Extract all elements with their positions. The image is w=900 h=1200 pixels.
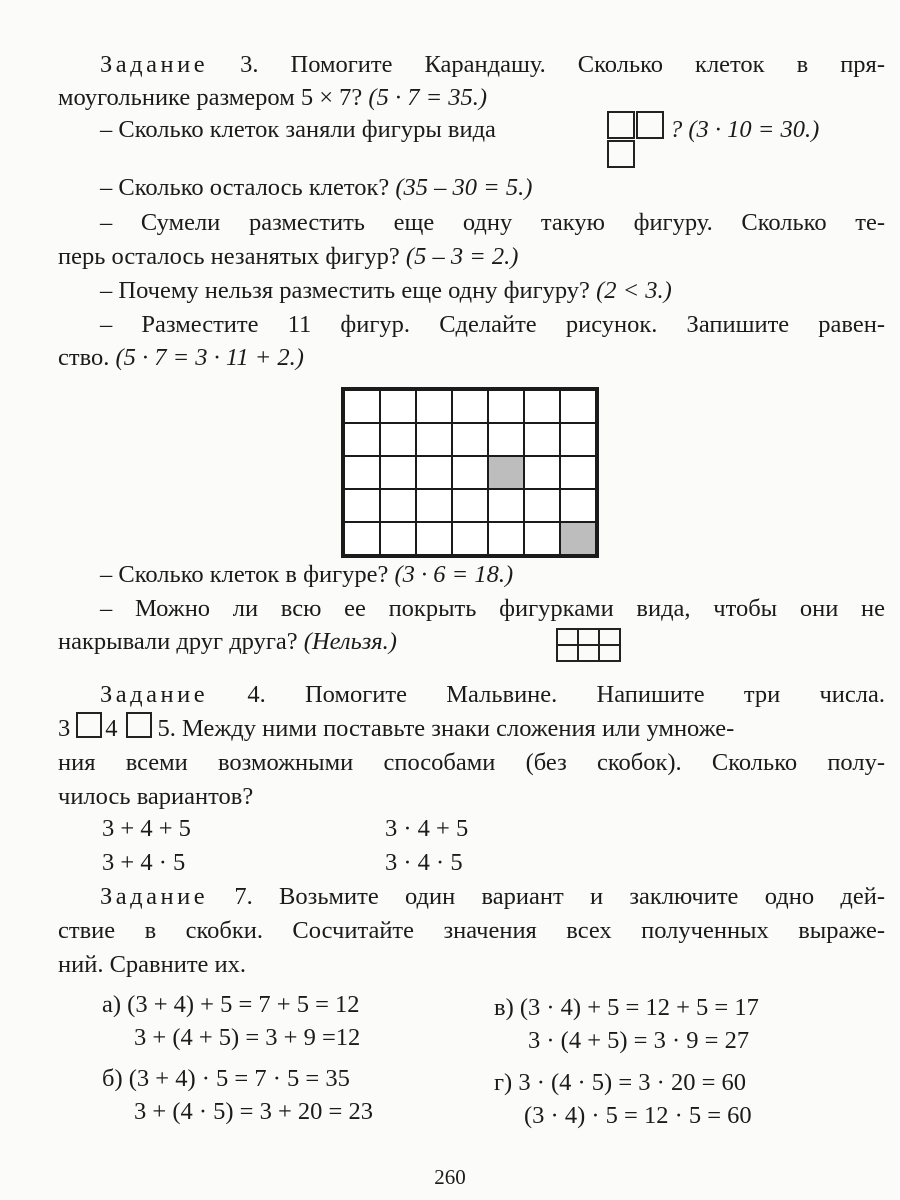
answer: ? (3 · 10 = 30.) [670,116,820,143]
solution-v-1: в) (3 · 4) + 5 = 12 + 5 = 17 [494,994,759,1021]
grid-cell [380,489,416,522]
task3-text: – Сколько клеток заняли фигуры вида [100,116,496,143]
grid-cell [344,456,380,489]
grid-cell [452,456,488,489]
solution-g-1: г) 3 · (4 · 5) = 3 · 20 = 60 [494,1069,747,1096]
task3-line-8 [100,308,885,342]
answer: (5 – 3 = 2.) [399,243,519,270]
grid-cell [524,489,560,522]
task3-line-7 [100,274,885,308]
task4-text: 5. Между ними поставьте знаки сложения или умноже- [157,715,735,742]
task7-text: ствие в скобки. Сосчитайте значения всех полученных выраже- [58,917,885,944]
task4-text: 4. Помогите Мальвине. Напишите три числа. [208,681,885,708]
task3-text: 3. Помогите Карандашу. Сколько клеток в пря- [208,51,885,78]
solution-b-2: 3 + (4 · 5) = 3 + 20 = 23 [134,1098,373,1125]
task3-line-6 [58,240,885,274]
task3-heading: Задание [100,51,209,78]
task3-text: – Сколько клеток в фигуре? [100,561,389,588]
task3-text: перь осталось незанятых фигур? [58,243,400,270]
grid-cell [380,390,416,423]
grid-cell [488,522,524,555]
solution-a-1: а) (3 + 4) + 5 = 7 + 5 = 12 [102,991,360,1018]
task7-line-1 [100,880,885,914]
task3-line-12 [58,625,397,659]
blank-box-icon [126,712,152,738]
task4-text: чилось вариантов? [58,783,254,810]
grid-cell [380,522,416,555]
solution-b-1: б) (3 + 4) · 5 = 7 · 5 = 35 [102,1065,350,1092]
task3-line-4 [100,171,885,205]
task3-line-9 [58,341,885,375]
grid-cell [344,489,380,522]
number-4: 4 [105,715,118,742]
task7-heading: Задание [100,883,209,910]
answer: (3 · 6 = 18.) [388,561,514,588]
task3-text: – Сколько осталось клеток? [100,174,390,201]
task3-text: накрывали друг друга? [58,628,298,655]
grid-cell [452,522,488,555]
grid-cell [524,522,560,555]
answer: (Нельзя.) [297,628,397,655]
task3-line-2 [58,81,885,115]
grid-cell [380,456,416,489]
solution-g-2: (3 · 4) · 5 = 12 · 5 = 60 [524,1102,752,1129]
grid-cell [344,423,380,456]
rectangle-grid-5x7 [341,387,599,558]
grid-cell [452,390,488,423]
grid-cell [416,456,452,489]
task4-text: ния всеми возможными способами (без скобок). Сколько полу- [58,749,885,776]
grid-cell [488,390,524,423]
task7-text: 7. Возьмите один вариант и заключите одно дей- [208,883,885,910]
grid-cell [344,390,380,423]
task3-text: ство. [58,344,110,371]
variant-expression: 3 + 4 + 5 [102,815,191,842]
task3-line-11 [100,592,885,626]
task4-heading: Задание [100,681,209,708]
task7-line-3 [58,948,885,982]
task4-line-2 [58,712,885,746]
task4-line-4 [58,780,885,814]
variant-expression: 3 · 4 · 5 [385,849,463,876]
task7-line-2 [58,914,885,948]
grid-cell [416,390,452,423]
task4-line-3 [58,746,885,780]
grid-cell [488,489,524,522]
task3-line-1 [100,48,885,82]
task3-line-3-answer [670,113,819,147]
task3-text: – Сумели разместить еще одну такую фигуру. Сколько те- [100,209,885,236]
grid-cell [416,423,452,456]
page-number: 260 [434,1165,466,1189]
grid-cell [416,522,452,555]
solution-a-2: 3 + (4 + 5) = 3 + 9 =12 [134,1024,361,1051]
grid-cell [344,522,380,555]
task3-text: – Почему нельзя разместить еще одну фигуру? [100,277,590,304]
number-3: 3 [58,715,71,742]
grid-cell [524,423,560,456]
task3-text: моугольнике размером 5 × 7? [58,84,363,111]
grid-cell [416,489,452,522]
grid-cell-empty [488,456,524,489]
grid-cell [488,423,524,456]
grid-cell [560,456,596,489]
answer: (5 · 7 = 3 · 11 + 2.) [109,344,304,371]
grid-cell [452,489,488,522]
grid-cell [524,390,560,423]
task3-text: – Разместите 11 фигур. Сделайте рисунок. Запишите равен- [100,311,885,338]
task3-line-5 [100,206,885,240]
answer: (5 · 7 = 35.) [362,84,488,111]
solution-v-2: 3 · (4 + 5) = 3 · 9 = 27 [528,1027,750,1054]
task3-line-3 [100,113,496,147]
task3-text: – Можно ли всю ее покрыть фигурками вида, чтобы они не [100,595,885,622]
answer: (35 – 30 = 5.) [389,174,533,201]
task7-text: ний. Сравните их. [58,951,247,978]
variant-expression: 3 · 4 + 5 [385,815,469,842]
grid-cell-empty [560,522,596,555]
grid-cell [524,456,560,489]
blank-box-icon [76,712,102,738]
grid-cell [452,423,488,456]
grid-cell [560,390,596,423]
task3-line-10 [100,558,885,592]
grid-cell [560,489,596,522]
grid-cell [380,423,416,456]
task4-line-1 [100,678,885,712]
answer: (2 < 3.) [589,277,672,304]
grid-cell [560,423,596,456]
variant-expression: 3 + 4 · 5 [102,849,186,876]
